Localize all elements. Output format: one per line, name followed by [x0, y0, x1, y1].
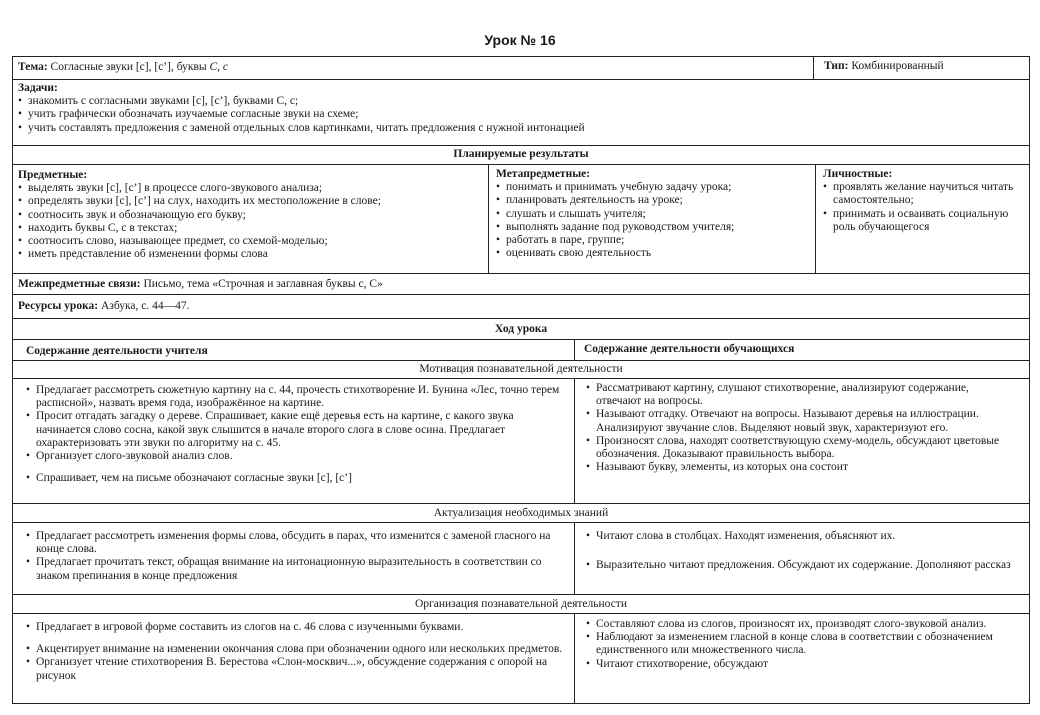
list-item: • находить буквы С, с в текстах; [18, 222, 483, 235]
students-activity-cell [581, 379, 1021, 476]
list-item: • учить составлять предложения с заменой отдельных слов картинками, читать предложения с нужной интонацией [18, 122, 1018, 135]
list-item: • Читают стихотворение, обсуждают [586, 658, 1016, 671]
list-item: • Читают слова в столбцах. Находят изменения, объясняют их. [586, 530, 1016, 543]
list-item: • работать в паре, группе; [496, 234, 808, 247]
list-item: • соотносить слово, называющее предмет, со схемой-моделью; [18, 235, 483, 248]
course-header: Ход урока [494, 323, 548, 335]
type-label: Тип: [824, 60, 849, 72]
list-item: • Спрашивает, чем на письме обозначают согласные звуки [с], [с’] [26, 472, 566, 485]
subject-results-cell [13, 165, 488, 263]
meta-label: Метапредметные: [496, 168, 591, 180]
teacher-activity-cell [21, 379, 571, 487]
list-item: • соотносить звук и обозначающую его букву; [18, 209, 483, 222]
teacher-column-header: Содержание деятельности учителя [26, 345, 208, 357]
teacher-activity-cell [21, 523, 571, 585]
topic-label: Тема: [18, 61, 48, 73]
list-item: • Рассматривают картину, слушают стихотворение, анализируют содержание, отвечают на вопросы. [586, 382, 1016, 408]
planned-results-header-row [13, 145, 1029, 163]
topic-cell [13, 57, 813, 76]
personal-label: Личностные: [823, 168, 893, 180]
subject-label: Предметные: [18, 169, 88, 181]
list-item: • Называют букву, элементы, из которых она состоит [586, 461, 1016, 474]
list-item: • слушать и слышать учителя; [496, 208, 808, 221]
interdisciplinary-cell [13, 274, 1029, 293]
list-item: • Предлагает рассмотреть сюжетную картину на с. 44, прочесть стихотворение И. Бунина «Лес, точно терем расписной», назвать время года, изображённое на картине. [26, 384, 566, 410]
tasks-label: Задачи: [18, 82, 58, 94]
list-item: • Предлагает прочитать текст, обращая внимание на интонационную выразительность в соответствии со знаком препинания в конце предложения [26, 556, 566, 582]
list-item: • Предлагает рассмотреть изменения формы слова, обсудить в парах, что изменится с заменой гласного на конце слова. [26, 530, 566, 556]
students-activity-cell [581, 523, 1021, 574]
interdisciplinary-value: Письмо, тема «Строчная и заглавная буквы с, С» [143, 278, 383, 290]
tasks-cell [13, 80, 1023, 137]
students-column-header: Содержание деятельности обучающихся [584, 343, 795, 355]
list-item: • Просит отгадать загадку о дереве. Спрашивает, какие ещё деревья есть на картине, с какого звука начинается слово сосна, какой звук слышится в начале второго слога в слове осина. Предлагает охарактеризовать эти звуки по алгоритму на с. 45. [26, 410, 566, 450]
tasks-row [13, 79, 1029, 133]
list-item: • Наблюдают за изменением гласной в конце слова в соответствии с обозначением единственного или множественного числа. [586, 631, 1016, 657]
stage-name: Мотивация познавательной деятельности [419, 363, 623, 375]
list-item: • учить графически обозначать изучаемые согласные звуки на схеме; [18, 108, 1018, 121]
list-item: • Предлагает в игровой форме составить из слогов на с. 46 слова с изученными буквами. [26, 621, 566, 634]
lesson-title: Урок № 16 [484, 32, 556, 48]
resources-value: Азбука, с. 44—47. [100, 300, 190, 312]
list-item: • Выразительно читают предложения. Обсуждают их содержание. Дополняют рассказ [586, 559, 1016, 572]
list-item: • проявлять желание научиться читать самостоятельно; [823, 181, 1023, 207]
tasks-list [18, 95, 1018, 135]
stage-content-row [13, 522, 1029, 594]
stage-header-row [13, 503, 1029, 522]
topic-value: Согласные звуки [с], [с’], буквы [50, 61, 210, 73]
list-item: • планировать деятельность на уроке; [496, 194, 808, 207]
interdisciplinary-row [13, 273, 1029, 294]
stage-header-row [13, 594, 1029, 613]
stage-name: Организация познавательной деятельности [415, 598, 627, 610]
teacher-activity-cell [21, 614, 571, 685]
topic-letters: С, с [209, 61, 229, 73]
planned-results-row [13, 164, 1029, 273]
stage-name: Актуализация необходимых знаний [433, 507, 609, 519]
list-item: • иметь представление об изменении формы слова [18, 248, 483, 261]
stage-header-row [13, 360, 1029, 378]
list-item: • определять звуки [с], [с’] на слух, находить их местоположение в слове; [18, 195, 483, 208]
planned-results-header: Планируемые результаты [453, 148, 589, 160]
list-item: • Произносят слова, находят соответствующую схему-модель, обсуждают цветовые обозначения. Доказывают правильность выбора. [586, 435, 1016, 461]
list-item: • знакомить с согласными звуками [с], [с’], буквами С, с; [18, 95, 1018, 108]
course-header-row [13, 318, 1029, 339]
resources-cell [13, 295, 1029, 315]
list-item: • принимать и осваивать социальную роль обучающегося [823, 208, 1023, 234]
column-headers-row [13, 339, 1029, 360]
list-item: • Составляют слова из слогов, произносят их, производят слого-звуковой анализ. [586, 618, 1016, 631]
list-item: • выполнять задание под руководством учителя; [496, 221, 808, 234]
type-cell [819, 57, 1029, 75]
meta-results-cell [491, 165, 813, 262]
interdisciplinary-label: Межпредметные связи: [18, 278, 141, 290]
lesson-plan-table [12, 56, 1030, 704]
list-item: • Организует слого-звуковой анализ слов. [26, 450, 566, 463]
resources-label: Ресурсы урока: [18, 300, 99, 312]
students-activity-cell [581, 614, 1021, 673]
resources-row [13, 294, 1029, 318]
stage-content-row [13, 613, 1029, 704]
list-item: • выделять звуки [с], [с’] в процессе слого-звукового анализа; [18, 182, 483, 195]
list-item: • Организует чтение стихотворения В. Берестова «Слон-москвич...», обсуждение содержания с опорой на рисунок [26, 656, 566, 682]
list-item: • понимать и принимать учебную задачу урока; [496, 181, 808, 194]
stage-content-row [13, 378, 1029, 503]
list-item: • Акцентирует внимание на изменении окончания слова при обозначении одного или нескольких предметов. [26, 643, 566, 656]
type-value: Комбинированный [851, 60, 944, 72]
personal-results-cell [818, 165, 1028, 236]
list-item: • оценивать свою деятельность [496, 247, 808, 260]
list-item: • Называют отгадку. Отвечают на вопросы. Называют деревья на иллюстрации. Анализируют звучание слов. Выделяют новый звук, характеризуют его. [586, 408, 1016, 434]
topic-row [13, 57, 1029, 79]
